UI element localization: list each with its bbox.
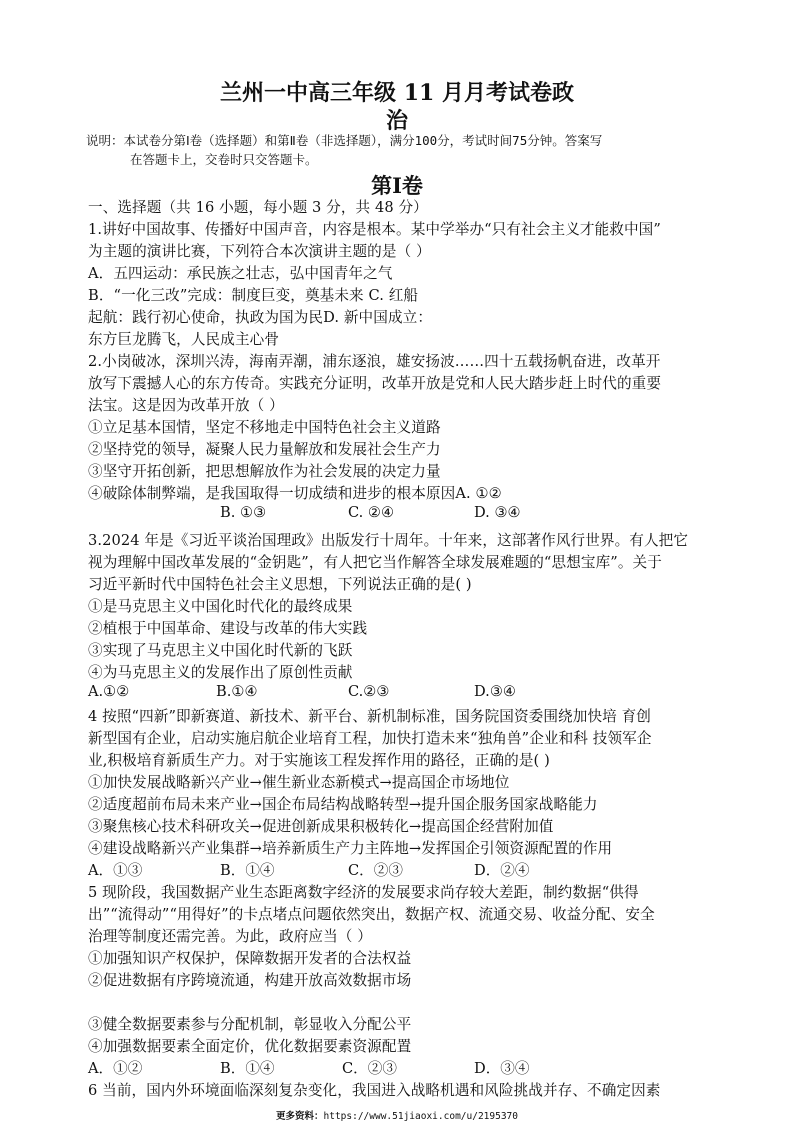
q4-stem-line2: 新型国有企业，启动实施启航企业培育工程，加快打造未来“独角兽”企业和科 技领军企 [88,730,652,747]
q2-option-b: B. ①③ [220,504,267,521]
q5-option-b: B．①④ [220,1060,275,1077]
q4-stem-line1: 4 按照“四新”即新赛道、新技术、新平台、新机制标准，国务院国资委围绕加快培 育创 [88,708,651,725]
q5-option-c: C．②③ [342,1060,397,1077]
q5-stem-line2: 出”“流得动”“用得好”的卡点堵点问题依然突出，数据产权、流通交易、收益分配、安全 [88,906,655,923]
q1-stem-line2: 为主题的演讲比赛，下列符合本次演讲主题的是（ ） [88,243,431,260]
q3-statement-4: ④为马克思主义的发展作出了原创性贡献 [88,664,353,681]
section-title: 第Ⅰ卷 [371,173,423,198]
q5-stem-line3: 治理等制度还需完善。为此，政府应当（ ） [88,928,372,945]
q3-option-a: A.①② [88,683,130,700]
footer-link[interactable]: https://www.51jiaoxi.com/u/2195370 [323,1111,518,1122]
q4-option-d: D．②④ [474,862,530,879]
q5-statement-1: ①加强知识产权保护，保障数据开发者的合法权益 [88,950,412,967]
q2-stem-line3: 法宝。这是因为改革开放（ ） [88,397,284,414]
q4-option-c: C．②③ [348,862,403,879]
q5-statement-2: ②促进数据有序跨境流通，构建开放高效数据市场 [88,972,412,989]
q2-stem-line1: 2.小岗破冰，深圳兴涛，海南弄潮，浦东逐浪，雄安扬波……四十五载扬帆奋进，改革开 [88,353,661,370]
q1-stem-line1: 1.讲好中国故事、传播好中国声音，内容是根本。某中学举办“只有社会主义才能救中国” [88,221,661,238]
q1-option-d: 东方巨龙腾飞，人民成主心骨 [88,331,280,348]
q1-option-c: 起航：践行初心使命，执政为国为民D. 新中国成立： [88,309,433,326]
q4-stem-line3: 业,积极培育新质生产力。对于实施该工程发挥作用的路径，正确的是( ) [88,752,550,769]
q2-option-d: D. ③④ [474,504,521,521]
q3-option-c: C.②③ [348,683,390,700]
q5-stem-line1: 5 现阶段，我国数据产业生态距离数字经济的发展要求尚存较大差距，制约数据“供得 [88,884,639,901]
exam-title-line1: 兰州一中高三年级 11 月月考试卷政 [220,80,574,106]
q3-stem-line2: 视为理解中国改革发展的“金钥匙”，有人把它当作解答全球发展难题的“思想宝库”。关于 [88,554,662,571]
q4-statement-3: ③聚焦核心技术科研攻关→促进创新成果积极转化→提高国企经营附加值 [88,818,554,835]
q6-stem-line1: 6 当前，国内外环境面临深刻复杂变化，我国进入战略机遇和风险挑战并存、不确定因素 [88,1082,661,1099]
q3-stem-line3: 习近平新时代中国特色社会主义思想，下列说法正确的是( ) [88,576,472,593]
instructions-line2: 在答题卡上，交卷时只交答题卡。 [130,152,318,167]
page-footer [0,1108,794,1122]
q5-option-d: D．③④ [474,1060,530,1077]
q4-statement-4: ④建设战略新兴产业集群→培养新质生产力主阵地→发挥国企引领资源配置的作用 [88,840,613,857]
q3-statement-1: ①是马克思主义中国化时代化的最终成果 [88,598,353,615]
footer-label: 更多资料： [276,1111,324,1122]
q4-statement-1: ①加快发展战略新兴产业→催生新业态新模式→提高国企市场地位 [88,774,510,791]
q3-option-b: B.①④ [216,683,258,700]
q5-option-a: A．①② [88,1060,143,1077]
part-heading: 一、选择题（共 16 小题，每小题 3 分，共 48 分） [88,199,428,216]
q4-option-a: A．①③ [88,862,143,879]
q3-statement-2: ②植根于中国革命、建设与改革的伟大实践 [88,620,368,637]
q1-option-b: B．“一化三改”完成：制度巨变，奠基未来 C. 红船 [88,287,419,304]
q2-statement-1: ①立足基本国情，坚定不移地走中国特色社会主义道路 [88,419,441,436]
q3-statement-3: ③实现了马克思主义中国化时代新的飞跃 [88,642,353,659]
q2-statement-3: ③坚守开拓创新，把思想解放作为社会发展的决定力量 [88,463,441,480]
q2-statement-4: ④破除体制弊端，是我国取得一切成绩和进步的根本原因A. ①② [88,485,502,502]
q1-option-a: A．五四运动：承民族之壮志，弘中国青年之气 [88,265,393,282]
q2-stem-line2: 放写下震撼人心的东方传奇。实践充分证明，改革开放是党和人民大踏步赶上时代的重要 [88,375,662,392]
q4-statement-2: ②适度超前布局未来产业→国企布局结构战略转型→提升国企服务国家战略能力 [88,796,598,813]
q4-option-b: B．①④ [220,862,275,879]
instructions-line1: 说明：本试卷分第Ⅰ卷（选择题）和第Ⅱ卷（非选择题），满分100分，考试时间75分钟。答案写 [86,133,603,148]
q2-statement-2: ②坚持党的领导，凝聚人民力量解放和发展社会生产力 [88,441,441,458]
q3-stem-line1: 3.2024 年是《习近平谈治国理政》出版发行十周年。十年来，这部著作风行世界。有人把它 [88,532,689,549]
q5-statement-4: ④加强数据要素全面定价，优化数据要素资源配置 [88,1038,412,1055]
exam-title-line2: 治 [385,108,408,134]
q5-statement-3: ③健全数据要素参与分配机制，彰显收入分配公平 [88,1016,412,1033]
exam-instructions [86,131,726,169]
q3-option-d: D.③④ [474,683,516,700]
q2-option-c: C. ②④ [348,504,395,521]
